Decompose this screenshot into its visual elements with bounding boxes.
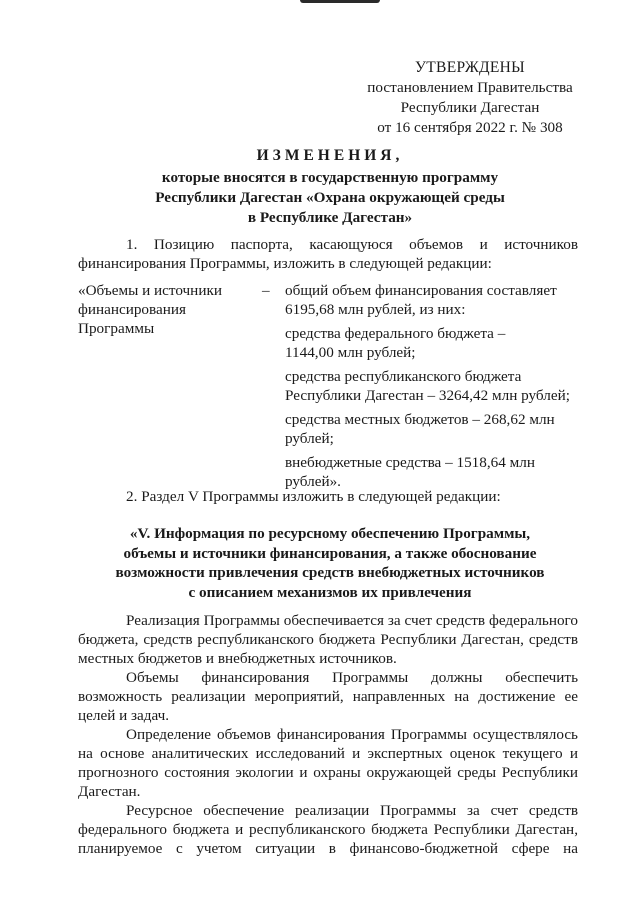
document-title-line: в Республике Дагестан» <box>247 209 413 226</box>
paragraph4-line3: планируемое с учетом ситуации в финансово-бюджетной сфере на <box>78 840 578 857</box>
section-title-line: «V. Информация по ресурсному обеспечению Программы, <box>129 525 531 542</box>
passport-local <box>285 410 580 448</box>
passport-republic-line: средства республиканского бюджета <box>285 368 522 385</box>
section-title-line: объемы и источники финансирования, а также обоснование <box>123 544 537 562</box>
paragraph2-line2: возможность реализации мероприятий, направленных на достижение ее <box>78 688 578 705</box>
paragraph2-line1: Объемы финансирования Программы должны обеспечить <box>126 669 578 686</box>
paragraph4-line2: федерального бюджета и республиканского бюджета Республики Дагестан, <box>78 821 578 838</box>
passport-dash: – <box>262 282 270 299</box>
passport-extrabudget <box>285 453 580 491</box>
passport-total <box>285 281 580 319</box>
passport-federal-line: средства федерального бюджета – <box>285 325 506 342</box>
passport-label-line: Программы <box>78 320 155 337</box>
passport-label <box>78 281 258 338</box>
paragraph2-line3: целей и задач. <box>78 707 170 724</box>
item1-line1: 1. Позицию паспорта, касающуюся объемов и источников <box>126 236 578 253</box>
approval-block <box>340 58 600 138</box>
paragraph1-line3: местных бюджетов и внебюджетных источников. <box>78 650 397 667</box>
passport-local-line: средства местных бюджетов – 268,62 млн <box>285 411 555 428</box>
passport-label-line: «Объемы и источники <box>78 282 222 299</box>
approval-line: Республики Дагестан <box>400 99 540 116</box>
passport-extra-line: внебюджетные средства – 1518,64 млн <box>285 454 535 471</box>
paragraph3-line4: Дагестан. <box>78 783 141 800</box>
passport-republic-line: Республики Дагестан – 3264,42 млн рублей; <box>285 387 570 404</box>
approval-title: УТВЕРЖДЕНЫ <box>415 59 525 76</box>
passport-total-line: общий объем финансирования составляет <box>285 282 557 299</box>
passport-federal-line: 1144,00 млн рублей; <box>285 344 416 361</box>
item2-text: 2. Раздел V Программы изложить в следующей редакции: <box>126 488 501 505</box>
section-title <box>80 524 580 602</box>
paragraph3-line2: на основе аналитических исследований и экспертных оценок текущего и <box>78 745 578 762</box>
document-title <box>80 146 580 228</box>
passport-values <box>285 281 580 496</box>
item1-line2: финансирования Программы, изложить в следующей редакции: <box>78 255 492 272</box>
paragraph3-line1: Определение объемов финансирования Программы осуществлялось <box>126 726 578 743</box>
passport-local-line: рублей; <box>285 430 334 447</box>
passport-total-line: 6195,68 млн рублей, из них: <box>285 301 466 318</box>
section-title-line: с описанием механизмов их привлечения <box>188 583 472 601</box>
document-heading: ИЗМЕНЕНИЯ, <box>256 147 404 164</box>
document-title-line: Республики Дагестан «Охрана окружающей среды <box>155 189 505 206</box>
passport-republic <box>285 367 580 405</box>
approval-date-line: от 16 сентября 2022 г. № 308 <box>377 119 563 136</box>
approval-line: постановлением Правительства <box>367 79 573 96</box>
document-title-line: которые вносятся в государственную программу <box>161 169 499 186</box>
paragraph3-line3: прогнозного состояния экологии и охраны окружающей среды Республики <box>78 764 578 781</box>
passport-extra-line: рублей». <box>285 473 341 490</box>
page-scan-mark <box>300 0 380 3</box>
paragraph1-line1: Реализация Программы обеспечивается за счет средств федерального <box>126 612 578 629</box>
paragraph4-line1: Ресурсное обеспечение реализации Программы за счет средств <box>126 802 578 819</box>
section-title-line: возможности привлечения средств внебюджетных источников <box>115 564 545 581</box>
passport-federal <box>285 324 580 362</box>
passport-label-line: финансирования <box>78 301 186 318</box>
paragraph1-line2: бюджета, средств республиканского бюджета Республики Дагестан, средств <box>78 631 578 648</box>
